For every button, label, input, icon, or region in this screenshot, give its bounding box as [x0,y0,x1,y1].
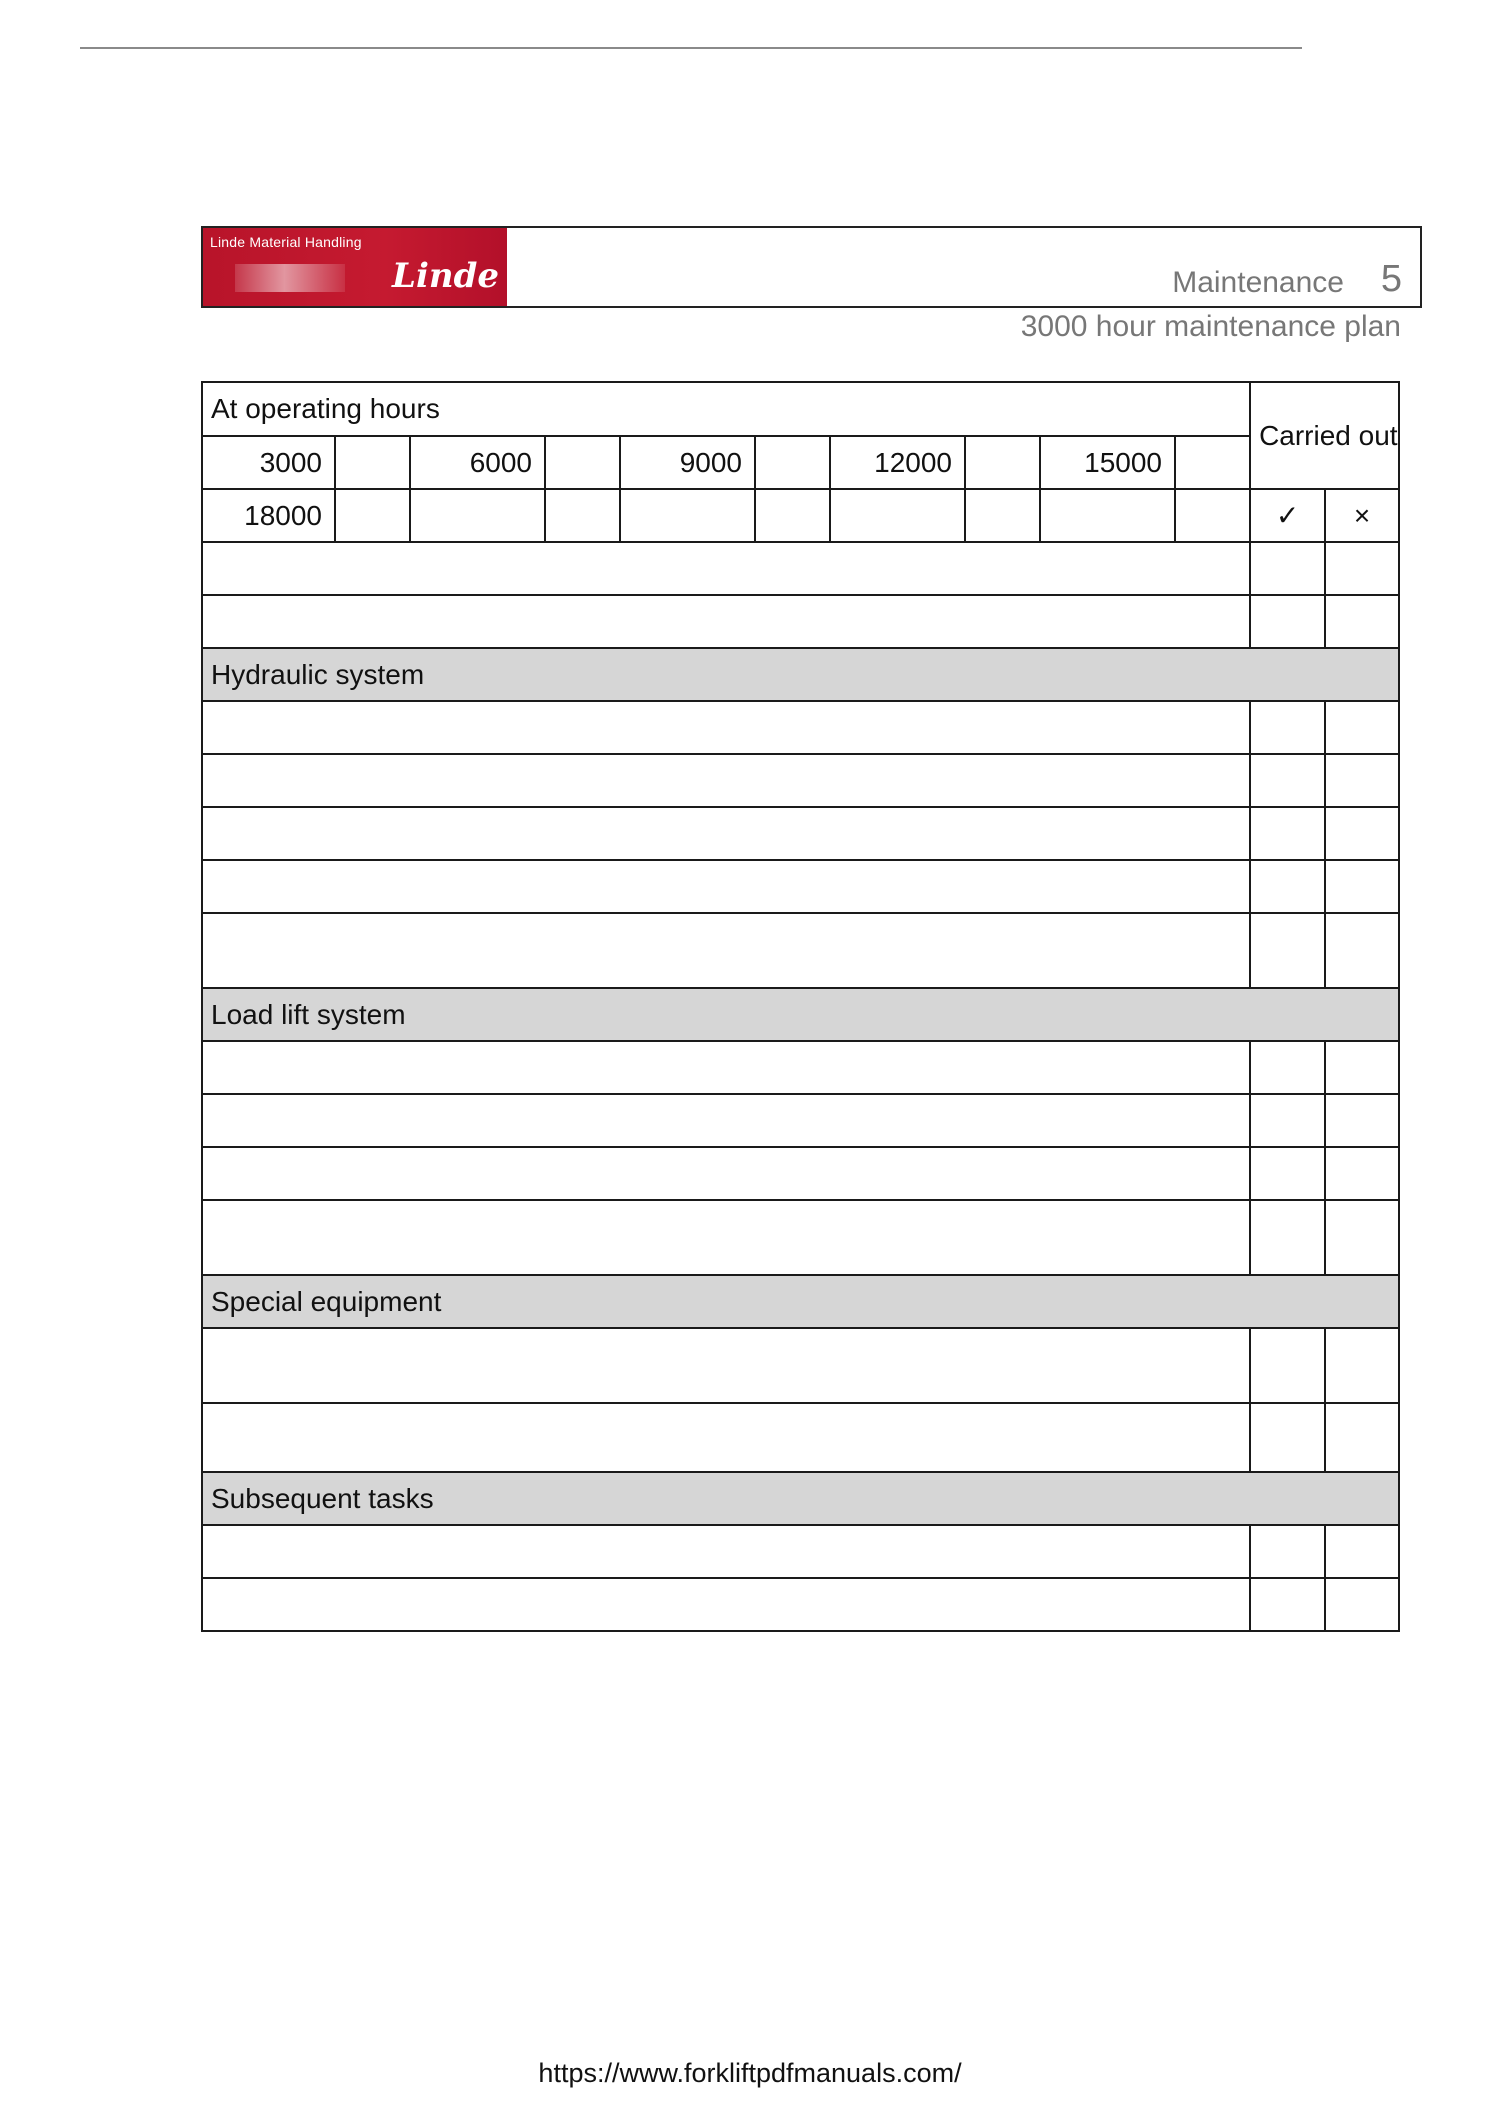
section-heading-special-equipment: Special equipment [202,1275,1399,1328]
footer-url-link[interactable]: https://www.forkliftpdfmanuals.com/ [538,2058,962,2088]
not-done-checkbox[interactable] [1325,542,1399,595]
task-row [202,860,1250,913]
done-checkbox[interactable] [1250,807,1325,860]
hours-check-cell[interactable] [965,436,1040,489]
task-row [202,1578,1250,1631]
task-row [202,542,1250,595]
not-done-checkbox[interactable] [1325,1147,1399,1200]
done-checkbox[interactable] [1250,595,1325,648]
hours-check-cell[interactable] [755,436,830,489]
hours-cell: 3000 [202,436,335,489]
page-subtitle: 3000 hour maintenance plan [1020,310,1401,343]
task-row [202,1094,1250,1147]
not-done-cross-icon: × [1325,489,1399,542]
hours-check-cell[interactable] [335,489,410,542]
hours-check-cell[interactable] [545,436,620,489]
section-heading-subsequent-tasks: Subsequent tasks [202,1472,1399,1525]
not-done-checkbox[interactable] [1325,1525,1399,1578]
not-done-checkbox[interactable] [1325,1094,1399,1147]
not-done-checkbox[interactable] [1325,1041,1399,1094]
done-checkbox[interactable] [1250,860,1325,913]
section-heading-load-lift: Load lift system [202,988,1399,1041]
not-done-checkbox[interactable] [1325,701,1399,754]
hours-check-cell[interactable] [965,489,1040,542]
not-done-checkbox[interactable] [1325,754,1399,807]
logo-pattern [235,264,345,292]
logo-company-text: Linde Material Handling [210,234,362,250]
done-checkbox[interactable] [1250,701,1325,754]
hours-cell: 12000 [830,436,965,489]
not-done-checkbox[interactable] [1325,1578,1399,1631]
not-done-checkbox[interactable] [1325,595,1399,648]
task-row [202,807,1250,860]
hours-cell: 18000 [202,489,335,542]
not-done-checkbox[interactable] [1325,807,1399,860]
done-checkbox[interactable] [1250,1403,1325,1472]
hours-cell [1040,489,1175,542]
hours-cell [410,489,545,542]
done-checkbox[interactable] [1250,754,1325,807]
task-row [202,595,1250,648]
task-row [202,1200,1250,1275]
hours-cell [830,489,965,542]
linde-logo [203,228,507,306]
done-checkbox[interactable] [1250,542,1325,595]
done-checkbox[interactable] [1250,1578,1325,1631]
task-row [202,1147,1250,1200]
section-title: Maintenance [1172,266,1344,299]
table-title: At operating hours [202,382,1250,436]
done-checkbox[interactable] [1250,1094,1325,1147]
chapter-number: 5 [1380,258,1402,300]
hours-check-cell[interactable] [755,489,830,542]
not-done-checkbox[interactable] [1325,1200,1399,1275]
task-row [202,754,1250,807]
not-done-checkbox[interactable] [1325,1403,1399,1472]
top-rule [80,47,1302,49]
done-checkbox[interactable] [1250,1041,1325,1094]
task-row [202,1328,1250,1403]
logo-brand-text: Linde [392,256,499,296]
section-heading-hydraulic: Hydraulic system [202,648,1399,701]
not-done-checkbox[interactable] [1325,860,1399,913]
task-row [202,1041,1250,1094]
done-checkbox[interactable] [1250,1200,1325,1275]
hours-cell: 6000 [410,436,545,489]
not-done-checkbox[interactable] [1325,1328,1399,1403]
done-checkbox[interactable] [1250,1328,1325,1403]
done-checkbox[interactable] [1250,1147,1325,1200]
hours-cell: 15000 [1040,436,1175,489]
hours-check-cell[interactable] [1175,436,1250,489]
task-row [202,1403,1250,1472]
hours-cell: 9000 [620,436,755,489]
carried-out-header: Carried out [1250,382,1399,489]
hours-check-cell[interactable] [545,489,620,542]
task-row [202,701,1250,754]
hours-check-cell[interactable] [1175,489,1250,542]
done-check-icon: ✓ [1250,489,1325,542]
task-row [202,913,1250,988]
task-row [202,1525,1250,1578]
done-checkbox[interactable] [1250,1525,1325,1578]
hours-check-cell[interactable] [335,436,410,489]
maintenance-plan-table [201,381,1400,1632]
hours-cell [620,489,755,542]
page-header [201,226,1422,308]
done-checkbox[interactable] [1250,913,1325,988]
not-done-checkbox[interactable] [1325,913,1399,988]
